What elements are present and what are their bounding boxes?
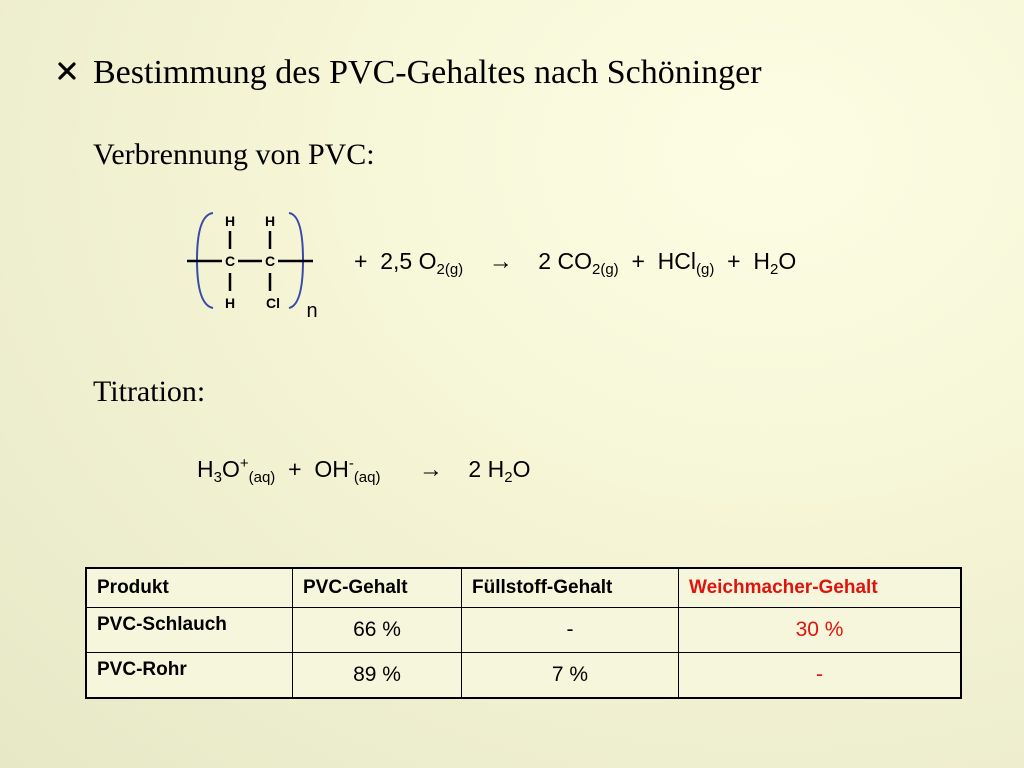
table-cell: 66 % (293, 608, 462, 653)
table-cell: 7 % (462, 653, 679, 699)
table-cell: 89 % (293, 653, 462, 699)
table-header-row (86, 568, 961, 608)
repeat-index: n (306, 300, 318, 322)
section-heading-titration: Titration: (93, 375, 206, 408)
reaction-arrow: → (488, 248, 513, 275)
column-header: Weichmacher-Gehalt (679, 568, 962, 608)
titration-equation: $H_3O^+_{(aq)} + OH^-_{(aq)}$ → 2 $H_2O$ (197, 455, 531, 486)
column-header: Füllstoff-Gehalt (462, 568, 679, 608)
pvc-content-table (85, 567, 962, 699)
column-header: Produkt (86, 568, 293, 608)
row-header: PVC-Rohr (86, 653, 293, 699)
row-header: PVC-Schlauch (86, 608, 293, 653)
table-row (86, 653, 961, 699)
combustion-equation: + 2,5 $O_{2(g)}$ → 2 $CO_{2(g)} + HCl_{(g)} + H_2O$ (354, 248, 797, 278)
atom-h: H (264, 213, 276, 229)
atom-h: H (224, 295, 236, 311)
atom-c: C (224, 253, 236, 269)
slide-title: Bestimmung des PVC-Gehaltes nach Schöninger (93, 54, 762, 91)
atom-cl: Cl (266, 295, 280, 311)
table-cell: - (462, 608, 679, 653)
table-cell: - (679, 653, 962, 699)
column-header: PVC-Gehalt (293, 568, 462, 608)
cross-x-icon (56, 60, 78, 82)
reaction-arrow: → (418, 456, 443, 483)
atom-c: C (264, 253, 276, 269)
pvc-structure-formula (185, 205, 325, 325)
table-row (86, 608, 961, 653)
section-heading-combustion: Verbrennung von PVC: (93, 138, 375, 171)
atom-h: H (224, 213, 236, 229)
table-cell: 30 % (679, 608, 962, 653)
